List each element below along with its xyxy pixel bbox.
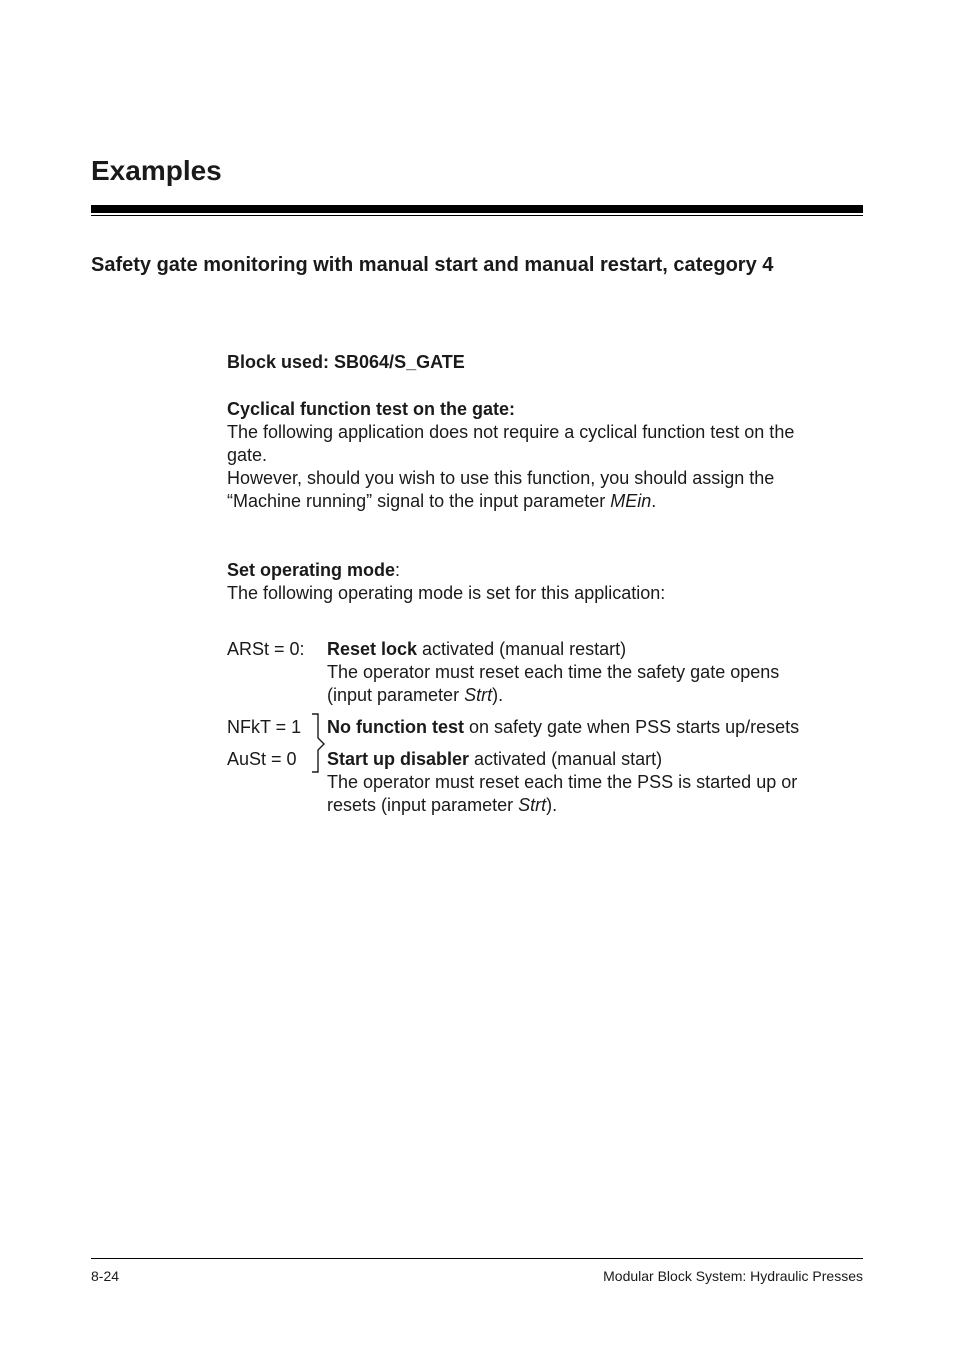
param-line-2: The operator must reset each time the safety gate opens	[327, 662, 780, 682]
param-label-aust: AuSt = 0	[227, 749, 297, 769]
heading-rule-thick	[91, 205, 863, 213]
param-line-2: The operator must reset each time the PSS is started up or	[327, 772, 798, 792]
operating-mode-colon: :	[395, 560, 401, 580]
cyclical-line-4-text: “Machine running” signal to the input parameter	[227, 491, 611, 511]
cyclical-section	[227, 398, 847, 513]
footer-rule	[91, 1258, 863, 1259]
param-title: No function test	[327, 717, 464, 737]
operating-mode-heading: Set operating mode	[227, 560, 396, 580]
cyclical-line-3: However, should you wish to use this function, you should assign the	[227, 468, 775, 488]
section-title: Safety gate monitoring with manual start and manual restart, category 4	[91, 254, 774, 276]
param-title-rest: activated (manual start)	[469, 749, 663, 769]
param-title-rest: on safety gate when PSS starts up/resets	[464, 717, 800, 737]
footer-doc-title: Modular Block System: Hydraulic Presses	[603, 1268, 863, 1284]
heading-rule-thin	[91, 215, 863, 216]
operating-mode-intro: The following operating mode is set for this application:	[227, 583, 666, 603]
param-title-line	[327, 638, 847, 661]
param-desc-aust	[327, 748, 847, 817]
param-desc-nfkt	[327, 716, 847, 739]
cyclical-line-4	[227, 490, 847, 513]
param-title: Reset lock	[327, 639, 418, 659]
cyclical-line-1: The following application does not require a cyclical function test on the	[227, 422, 795, 442]
param-line-3	[327, 684, 847, 707]
cyclical-line-4-suffix: .	[651, 491, 657, 511]
cyclical-line-2: gate.	[227, 445, 268, 465]
param-title-line	[327, 716, 847, 739]
bracket-icon	[306, 712, 326, 774]
param-title-line	[327, 748, 847, 771]
param-title-rest: activated (manual restart)	[417, 639, 627, 659]
param-desc-arst	[327, 638, 847, 707]
param-strt: Strt	[518, 795, 547, 815]
param-line-3-suffix: ).	[546, 795, 558, 815]
page-number: 8-24	[91, 1268, 120, 1284]
page-heading: Examples	[91, 155, 222, 186]
param-mein: MEin	[610, 491, 652, 511]
cyclical-heading: Cyclical function test on the gate:	[227, 399, 516, 419]
param-line-3-prefix: resets (input parameter	[327, 795, 519, 815]
block-used: Block used: SB064/S_GATE	[227, 352, 465, 372]
param-strt: Strt	[464, 685, 493, 705]
param-label-arst: ARSt = 0:	[227, 639, 305, 659]
operating-mode-section	[227, 559, 847, 605]
param-label-nfkt: NFkT = 1	[227, 717, 302, 737]
param-title: Start up disabler	[327, 749, 470, 769]
operating-mode-heading-line	[227, 559, 847, 582]
param-line-3-suffix: ).	[492, 685, 504, 705]
param-line-3-prefix: (input parameter	[327, 685, 465, 705]
param-line-3	[327, 794, 847, 817]
